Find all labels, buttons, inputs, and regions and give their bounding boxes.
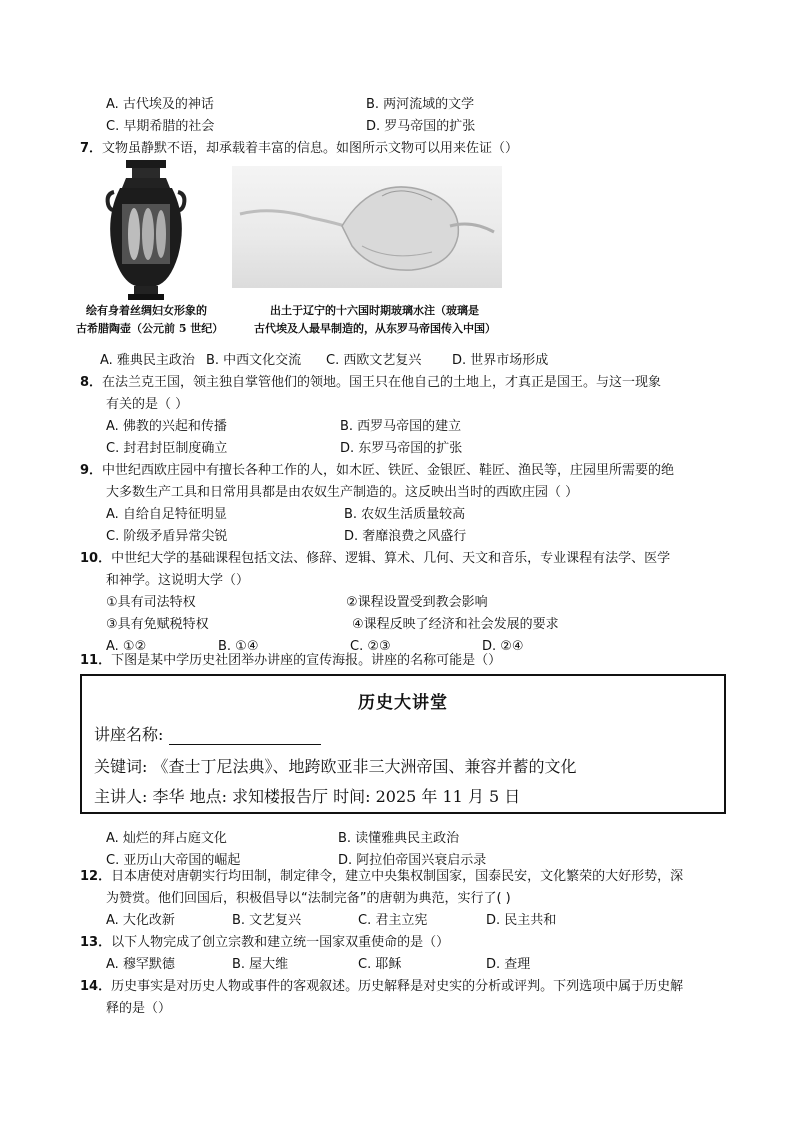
caption-glass-line1: 出土于辽宁的十六国时期玻璃水注（玻璃是 <box>270 304 479 317</box>
q12-number: 12． <box>80 869 112 884</box>
q8-option-c: C. 封君封臣制度确立 <box>106 441 228 456</box>
q8-option-d: D. 东罗马帝国的扩张 <box>340 441 463 456</box>
poster-name-row <box>94 722 321 745</box>
q7-option-b: B. 中西文化交流 <box>206 353 302 368</box>
q13-option-d: D. 查理 <box>486 957 531 972</box>
q12-text-1: 日本唐使对唐朝实行均田制，制定律令，建立中央集权制国家，国泰民安，文化繁荣的大好形势，深 <box>111 869 684 884</box>
q6-option-c: C. 早期希腊的社会 <box>106 119 215 134</box>
q9-option-b: B. 农奴生活质量较高 <box>344 507 466 522</box>
q10-text-1: 中世纪大学的基础课程包括文法、修辞、逻辑、算术、几何、天文和音乐，专业课程有法学、医学 <box>111 551 671 566</box>
q9-number: 9． <box>80 463 103 478</box>
q7-option-a: A. 雅典民主政治 <box>100 353 195 368</box>
q10-option-d: D. ②④ <box>482 639 524 654</box>
q11-option-d: D. 阿拉伯帝国兴衰启示录 <box>338 853 487 868</box>
q8-option-b: B. 西罗马帝国的建立 <box>340 419 462 434</box>
q7-option-d: D. 世界市场形成 <box>452 353 549 368</box>
caption-vase-line1: 绘有身着丝绸妇女形象的 <box>86 304 207 317</box>
q7-text: 文物虽静默不语，却承载着丰富的信息。如图所示文物可以用来佐证（） <box>102 141 519 156</box>
q9-stem-line2: 大多数生产工具和日常用具都是由农奴生产制造的。这反映出当时的西欧庄园（ ） <box>106 485 579 500</box>
q12-option-a: A. 大化改新 <box>106 913 175 928</box>
q11-option-a: A. 灿烂的拜占庭文化 <box>106 831 227 846</box>
greek-vase-image <box>96 160 196 300</box>
q7-number: 7． <box>80 141 103 156</box>
q14-stem-line1 <box>80 978 683 996</box>
poster-name-label: 讲座名称: <box>94 725 164 744</box>
q12-option-c: C. 君主立宪 <box>358 913 428 928</box>
q9-option-d: D. 奢靡浪费之风盛行 <box>344 529 467 544</box>
q10-option-c: C. ②③ <box>350 639 391 654</box>
q10-number: 10． <box>80 551 112 566</box>
q6-option-d: D. 罗马帝国的扩张 <box>366 119 476 134</box>
q14-stem-line2: 释的是（） <box>106 1001 172 1016</box>
q10-statement-2: ②课程设置受到教会影响 <box>346 595 488 610</box>
q9-stem-line1 <box>80 462 674 480</box>
caption-vase-line2: 古希腊陶壶（公元前 5 世纪） <box>76 322 224 335</box>
q13-number: 13． <box>80 935 112 950</box>
q11-option-c: C. 亚历山大帝国的崛起 <box>106 853 241 868</box>
caption-glass-line2: 古代埃及人最早制造的，从东罗马帝国传入中国） <box>254 322 496 335</box>
q12-option-d: D. 民主共和 <box>486 913 557 928</box>
q9-text-1: 中世纪西欧庄园中有擅长各种工作的人，如木匠、铁匠、金银匠、鞋匠、渔民等，庄园里所需要的绝 <box>102 463 675 478</box>
glass-vessel-image <box>232 166 502 288</box>
q10-stem-line1 <box>80 550 670 568</box>
q10-option-a: A. ①② <box>106 639 147 654</box>
q9-option-a: A. 自给自足特征明显 <box>106 507 227 522</box>
q8-text-1: 在法兰克王国，领主独自掌管他们的领地。国王只在他自己的土地上，才真正是国王。与这一现象 <box>102 375 662 390</box>
q8-option-a: A. 佛教的兴起和传播 <box>106 419 227 434</box>
lecture-poster <box>80 674 726 814</box>
q10-option-b: B. ①④ <box>218 639 259 654</box>
q8-number: 8． <box>80 375 103 390</box>
q6-option-a: A. 古代埃及的神话 <box>106 97 214 112</box>
poster-name-blank <box>169 726 321 745</box>
q11-option-b: B. 读懂雅典民主政治 <box>338 831 460 846</box>
q11-text: 下图是某中学历史社团举办讲座的宣传海报。讲座的名称可能是（） <box>111 653 502 668</box>
q13-stem <box>80 934 449 952</box>
q13-text: 以下人物完成了创立宗教和建立统一国家双重使命的是（） <box>111 935 450 950</box>
q10-stem-line2: 和神学。这说明大学（） <box>106 573 250 588</box>
q10-statement-3: ③具有免赋税特权 <box>106 617 209 632</box>
q13-option-a: A. 穆罕默德 <box>106 957 175 972</box>
poster-speaker-row: 主讲人: 李华 地点: 求知楼报告厅 时间: 2025 年 11 月 5 日 <box>94 787 521 806</box>
q10-statement-1: ①具有司法特权 <box>106 595 196 610</box>
poster-keywords: 关键词: 《查士丁尼法典》、地跨欧亚非三大洲帝国、兼容并蓄的文化 <box>94 757 577 776</box>
q10-statement-4: ④课程反映了经济和社会发展的要求 <box>352 617 559 632</box>
q13-option-c: C. 耶稣 <box>358 957 402 972</box>
q14-text-1: 历史事实是对历史人物或事件的客观叙述。历史解释是对史实的分析或评判。下列选项中属于历史解 <box>111 979 684 994</box>
q9-option-c: C. 阶级矛盾异常尖锐 <box>106 529 228 544</box>
q12-stem-line1 <box>80 868 683 886</box>
q13-option-b: B. 屋大维 <box>232 957 289 972</box>
q12-stem-line2: 为赞赏。他们回国后，积极倡导以“法制完备”的唐朝为典范，实行了( ) <box>106 891 511 906</box>
q11-number: 11． <box>80 653 112 668</box>
q6-option-b: B. 两河流域的文学 <box>366 97 475 112</box>
q12-option-b: B. 文艺复兴 <box>232 913 302 928</box>
q11-stem <box>80 652 501 670</box>
q7-stem <box>80 140 518 158</box>
poster-title: 历史大讲堂 <box>358 693 448 713</box>
q7-option-c: C. 西欧文艺复兴 <box>326 353 422 368</box>
q14-number: 14． <box>80 979 112 994</box>
q8-stem-line1 <box>80 374 661 392</box>
q8-stem-line2: 有关的是（ ） <box>106 397 189 412</box>
